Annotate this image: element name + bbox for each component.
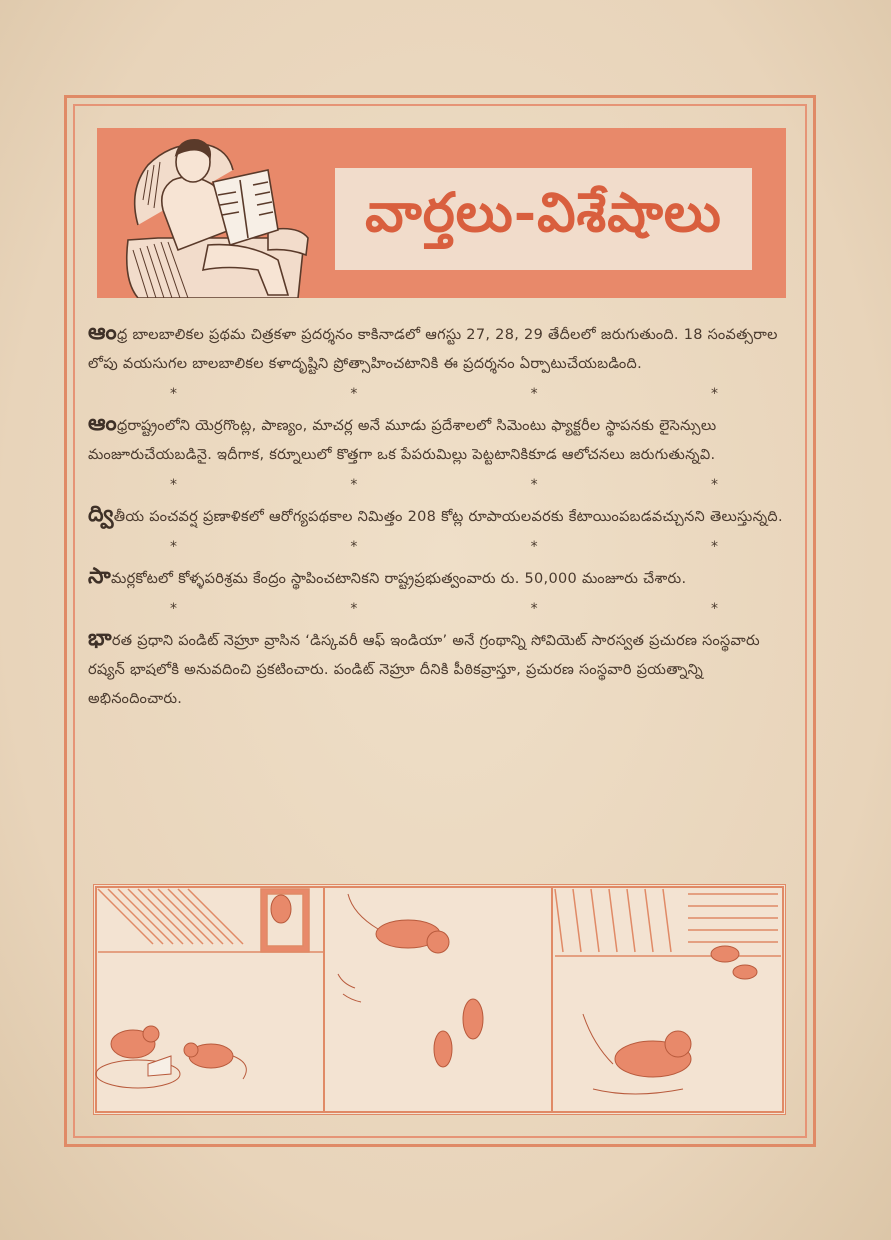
- news-text: తీయ పంచవర్ష ప్రణాళికలో ఆరోగ్యపథకాల నిమిత్తం 208 కోట్ల రూపాయలవరకు కేటాయింపబడవచ్చునని తెలుస్తున్నది.: [113, 509, 783, 525]
- star: *: [350, 386, 358, 402]
- star: *: [530, 601, 538, 617]
- star: *: [710, 386, 718, 402]
- cat-and-mice-comic-illustration: [93, 884, 786, 1115]
- news-item: [88, 409, 788, 470]
- news-text: మర్లకోటలో కోళ్ళపరిశ్రమ కేంద్రం స్థాపించటానికని రాష్ట్రప్రభుత్వంవారు రు. 50,000 మంజూరు చేశారు.: [110, 571, 687, 587]
- star: *: [710, 539, 718, 555]
- drop-cap: ద్వి: [88, 502, 114, 527]
- drop-cap: సా: [88, 564, 111, 589]
- star: *: [350, 601, 358, 617]
- page-title: వార్తలు-విశేషాలు: [365, 180, 722, 244]
- star: *: [170, 601, 177, 617]
- news-item: [88, 500, 788, 532]
- separator: [88, 379, 788, 409]
- star: *: [530, 386, 538, 402]
- separator: [88, 470, 788, 500]
- star: *: [710, 477, 718, 493]
- news-text: ధ్రరాష్ట్రంలోని యెర్రగొంట్ల, పాణ్యం, మాచర్ల అనే మూడు ప్రదేశాలలో సిమెంటు ఫ్యాక్టరీల స్థాపనకు లైసెన్సులు మంజూరుచేయబడినై. ఇదీగాక, కర్నూలులో కొత్తగా ఒక పేపరుమిల్లు పెట్టటానికికూడ ఆలోచనలు జరుగుతున్నవి.: [88, 418, 717, 463]
- separator: [88, 594, 788, 624]
- separator: [88, 532, 788, 562]
- news-text: ధ్ర బాలబాలికల ప్రథమ చిత్రకళా ప్రదర్శనం కాకినాడలో ఆగస్టు 27, 28, 29 తేదీలలో జరుగుతుంది. 18 సంవత్సరాల లోపు వయసుగల బాలబాలికల కళాదృష్టిని ప్రోత్సాహించటానికి ఈ ప్రదర్శనం ఏర్పాటుచేయబడింది.: [88, 327, 778, 372]
- star: *: [170, 386, 177, 402]
- news-item: [88, 562, 788, 594]
- news-articles: [88, 318, 788, 714]
- boy-reading-newspaper-illustration: [118, 130, 323, 298]
- star: *: [170, 477, 177, 493]
- star: *: [530, 477, 538, 493]
- drop-cap: ఆం: [88, 320, 118, 345]
- news-text: రత ప్రధాని పండిట్ నెహ్రూ వ్రాసిన ‘డిస్కవరీ ఆఫ్ ఇండియా’ అనే గ్రంథాన్ని సోవియెట్ సారస్వత ప్రచురణ సంస్థవారు రష్యన్ భాషలోకి అనువదించి ప్రకటించారు. పండిట్ నెహ్రూ దీనికి పీఠికవ్రాస్తూ, ప్రచురణ సంస్థవారి ప్రయత్నాన్ని అభినందించారు.: [88, 633, 760, 707]
- news-item: [88, 624, 788, 714]
- drop-cap: ఆం: [88, 411, 118, 436]
- drop-cap: భా: [88, 626, 112, 651]
- title-box: [335, 168, 752, 270]
- news-item: [88, 318, 788, 379]
- star: *: [350, 539, 358, 555]
- star: *: [170, 539, 177, 555]
- star: *: [530, 539, 538, 555]
- star: *: [710, 601, 718, 617]
- star: *: [350, 477, 358, 493]
